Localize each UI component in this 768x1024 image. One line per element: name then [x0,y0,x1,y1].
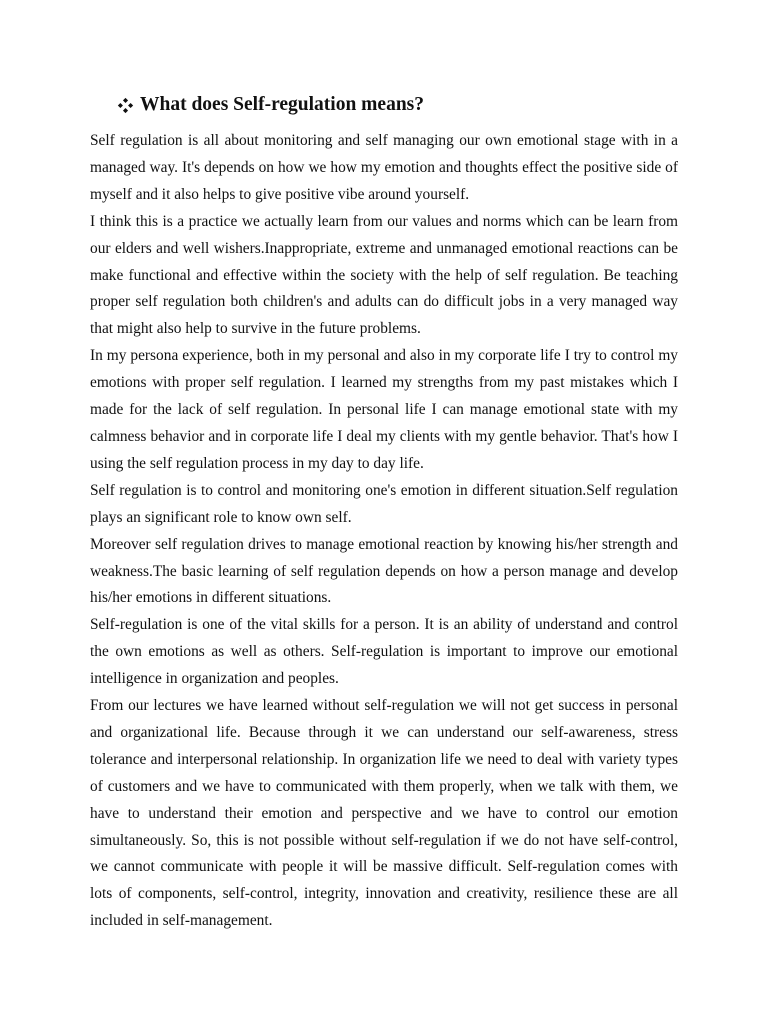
paragraph-1: Self regulation is all about monitoring and self managing our own emotional stage with in a managed way. It's depends on how we how my emotion and thoughts effect the positive side of myself and it also helps to give positive vibe around yourself. [90,132,678,203]
four-diamond-bullet-icon [117,97,134,114]
paragraph-3: In my persona experience, both in my personal and also in my corporate life I try to control my emotions with proper self regulation. I learned my strengths from my past mistakes which I made for the lack of self regulation. In personal life I can manage emotional state with my calmness behavior and in corporate life I deal my clients with my gentle behavior. That's how I using the self regulation process in my day to day life. [90,347,678,472]
paragraph-2: I think this is a practice we actually learn from our values and norms which can be learn from our elders and well wishers.Inappropriate, extreme and unmanaged emotional reactions can be make functional and effective within the society with the help of self regulation. Be teaching proper self regulation both children's and adults can do difficult jobs in a very managed way that might also help to survive in the future problems. [90,212,678,338]
paragraph-5: Moreover self regulation drives to manage emotional reaction by knowing his/her strength and weakness.The basic learning of self regulation depends on how a person manage and develop his/her emotions in different situations. [90,535,678,607]
paragraph-7: From our lectures we have learned without self-regulation we will not get success in personal and organizational life. Because through it we can understand our self-awareness, stress tolerance and interpersonal relationship. In organization life we need to deal with variety types of customers and we have to communicated with them properly, when we talk with them, we have to understand their emotion and perspective and we have to control our emotion simultaneously. So, this is not possible without self-regulation if we do not have self-control, we cannot communicate with people it will be massive difficult. Self-regulation comes with lots of components, self-control, integrity, innovation and creativity, resilience these are all included in self-management. [90,697,678,930]
heading-title: What does Self-regulation means? [140,94,425,115]
section-heading [117,90,678,120]
paragraph-4: Self regulation is to control and monitoring one's emotion in different situation.Self regulation plays an significant role to know own self. [90,481,678,526]
document-page [90,90,678,935]
paragraph-6: Self-regulation is one of the vital skills for a person. It is an ability of understand and control the own emotions as well as others. Self-regulation is important to improve our emotional intelligence in organization and peoples. [90,616,678,688]
